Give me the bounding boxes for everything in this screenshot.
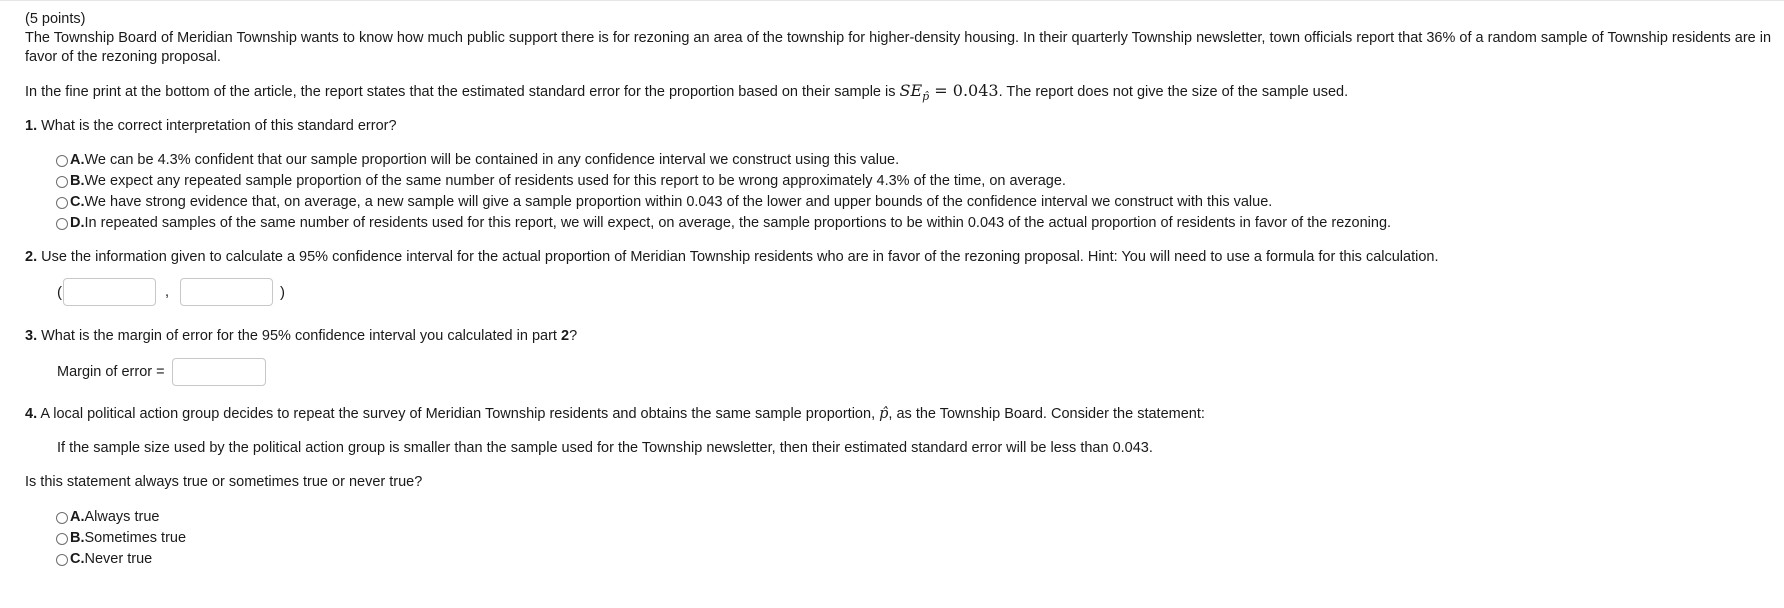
se-subscript: p̂ bbox=[922, 90, 930, 103]
intro-paragraph: The Township Board of Meridian Township wants to know how much public support there is for rezoning an area of the township for higher-density housing. In their quarterly Township newsletter, town officials report that 36% of a random sample of Township residents are in favor of the rezoning proposal. bbox=[25, 30, 1772, 65]
radio-button[interactable] bbox=[56, 554, 68, 566]
question-4-number: 4. bbox=[25, 406, 38, 422]
confidence-interval-inputs bbox=[57, 277, 1758, 307]
margin-of-error-input[interactable] bbox=[172, 358, 266, 386]
question-4-followup: Is this statement always true or sometimes true or never true? bbox=[25, 474, 423, 490]
close-paren: ) bbox=[280, 283, 286, 301]
question-1-number: 1. bbox=[25, 118, 38, 134]
option-text: We have strong evidence that, on average, a new sample will give a sample proportion within 0.043 of the lower and upper bounds of the confidence interval we construct with this value. bbox=[84, 194, 1273, 210]
standard-error-paragraph bbox=[25, 81, 1758, 102]
question-4 bbox=[25, 405, 1758, 424]
question-3 bbox=[25, 327, 1758, 346]
question-3-number: 3. bbox=[25, 328, 38, 344]
radio-button[interactable] bbox=[56, 533, 68, 545]
option-text: Sometimes true bbox=[84, 530, 187, 546]
radio-button[interactable] bbox=[56, 197, 68, 209]
question-3-end: ? bbox=[569, 328, 578, 344]
points-label: (5 points) bbox=[25, 11, 86, 27]
option-text: Never true bbox=[84, 551, 153, 567]
q4-option-a[interactable] bbox=[56, 507, 1758, 528]
question-1 bbox=[25, 117, 1758, 136]
q1-option-c[interactable] bbox=[56, 192, 1758, 213]
margin-of-error-row bbox=[57, 357, 1758, 387]
question-4-text-before: A local political action group decides to repeat the survey of Meridian Township residents and obtains the same sample proportion, bbox=[37, 406, 880, 422]
lower-bound-input[interactable] bbox=[63, 278, 156, 306]
option-letter: B. bbox=[70, 530, 85, 546]
radio-button[interactable] bbox=[56, 512, 68, 524]
question-1-text: What is the correct interpretation of this standard error? bbox=[37, 118, 397, 134]
interval-comma: , bbox=[165, 283, 170, 300]
option-text: We expect any repeated sample proportion of the same number of residents used for this report to be wrong approximately 4.3% of the time, on average. bbox=[84, 173, 1066, 189]
se-text-before: In the fine print at the bottom of the article, the report states that the estimated standard error for the proportion based on their sample is bbox=[25, 84, 900, 100]
option-letter: A. bbox=[70, 509, 85, 525]
option-letter: D. bbox=[70, 215, 85, 231]
q4-option-c[interactable] bbox=[56, 549, 1758, 570]
se-value: = 0.043 bbox=[929, 81, 999, 100]
option-text: In repeated samples of the same number of residents used for this report, we will expect, on average, the sample proportions to be within 0.043 of the actual proportion of residents in favor of the rezoning. bbox=[84, 215, 1392, 231]
q1-option-a[interactable] bbox=[56, 150, 1758, 171]
q1-option-b[interactable] bbox=[56, 171, 1758, 192]
question-4-statement: If the sample size used by the political action group is smaller than the sample used for the Township newsletter, then their estimated standard error will be less than 0.043. bbox=[57, 440, 1153, 456]
upper-bound-input[interactable] bbox=[180, 278, 273, 306]
question-3-part-ref: 2 bbox=[560, 328, 570, 344]
radio-button[interactable] bbox=[56, 155, 68, 167]
question-2 bbox=[25, 248, 1758, 267]
question-3-text: What is the margin of error for the 95% confidence interval you calculated in part bbox=[37, 328, 561, 344]
se-text-after: . The report does not give the size of the sample used. bbox=[998, 84, 1349, 100]
option-text: Always true bbox=[84, 509, 160, 525]
q4-option-b[interactable] bbox=[56, 528, 1758, 549]
radio-button[interactable] bbox=[56, 218, 68, 230]
radio-button[interactable] bbox=[56, 176, 68, 188]
option-text: We can be 4.3% confident that our sample proportion will be contained in any confidence interval we construct using this value. bbox=[84, 152, 900, 168]
se-formula bbox=[899, 81, 999, 103]
question-2-text: Use the information given to calculate a 95% confidence interval for the actual proportion of Meridian Township residents who are in favor of the rezoning proposal. Hint: You will need to use a formula for this calculation. bbox=[37, 249, 1439, 265]
question-4-choices bbox=[56, 507, 1758, 570]
question-4-text-after: , as the Township Board. Consider the statement: bbox=[888, 406, 1205, 422]
q1-option-d[interactable] bbox=[56, 213, 1758, 234]
se-symbol: SE bbox=[899, 81, 923, 100]
question-page bbox=[0, 1, 1784, 570]
margin-of-error-label: Margin of error = bbox=[57, 363, 165, 380]
option-letter: C. bbox=[70, 194, 85, 210]
option-letter: C. bbox=[70, 551, 85, 567]
option-letter: B. bbox=[70, 173, 85, 189]
p-hat-symbol: p̂ bbox=[879, 406, 889, 422]
question-1-choices bbox=[56, 150, 1758, 234]
question-2-number: 2. bbox=[25, 249, 38, 265]
open-paren: ( bbox=[57, 283, 62, 301]
option-letter: A. bbox=[70, 152, 85, 168]
